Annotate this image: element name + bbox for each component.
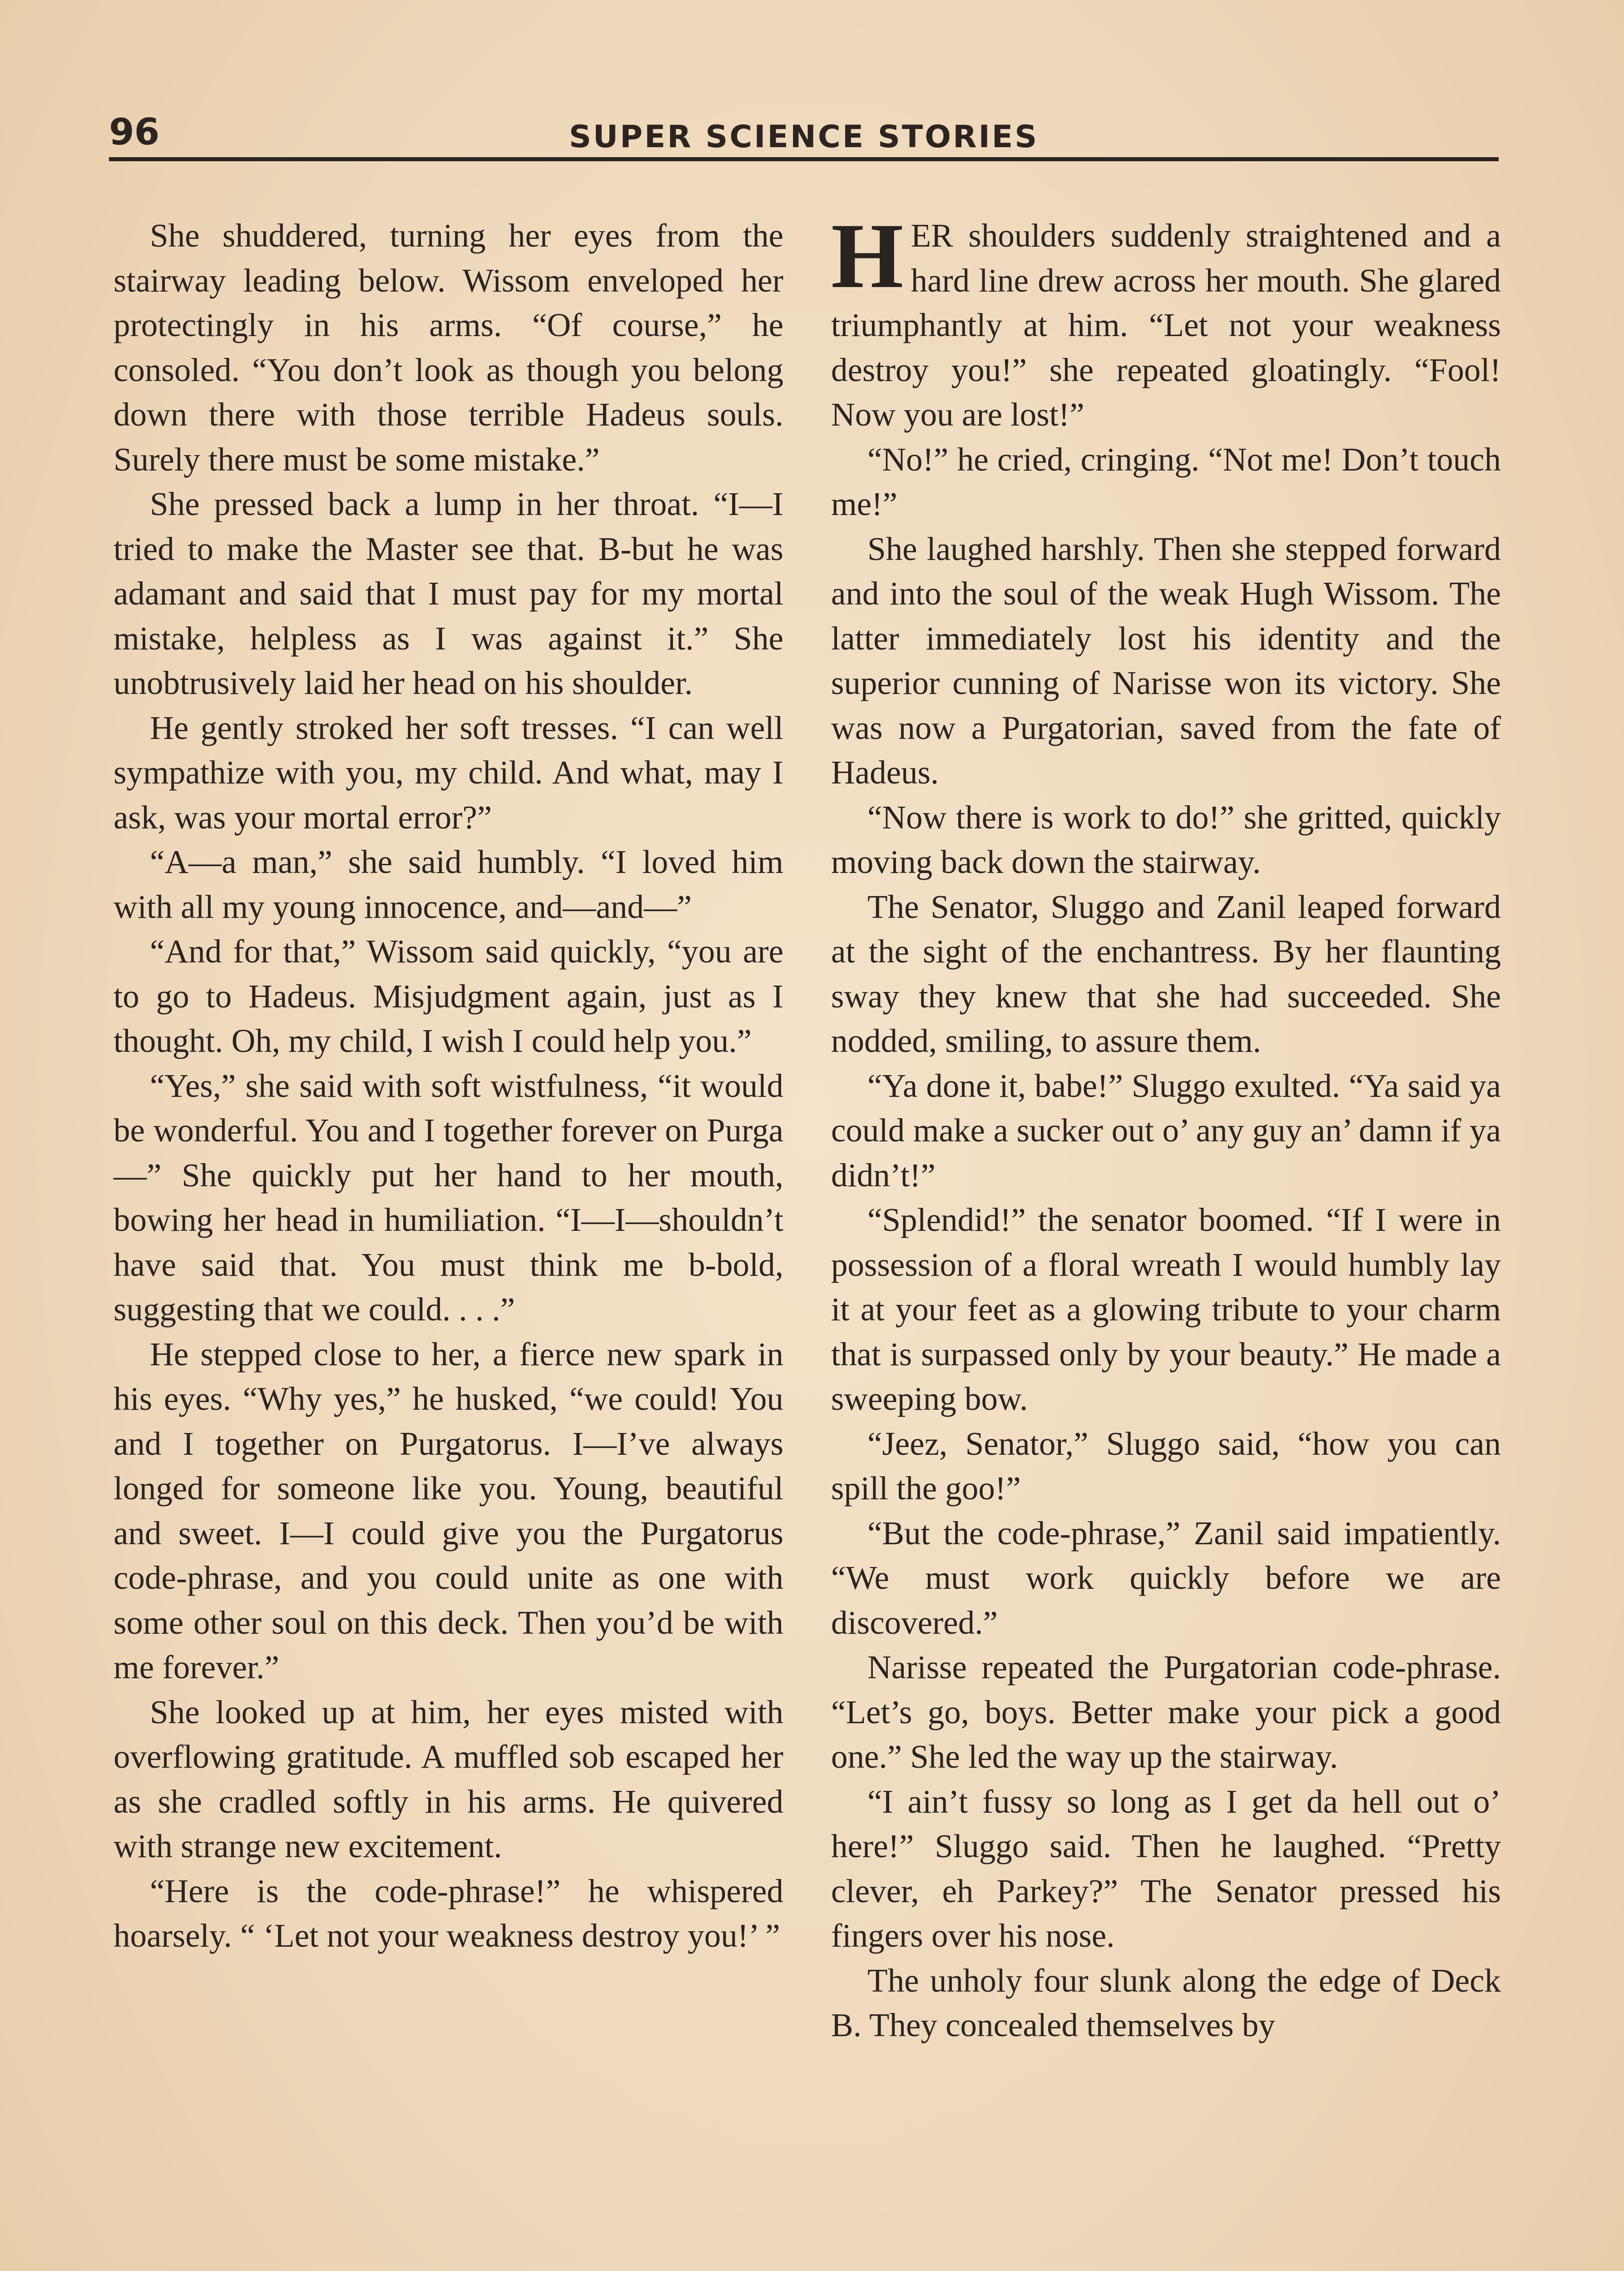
paragraph: “And for that,” Wissom said quickly, “you are to go to Hadeus. Misjudgment again, just as I thought. Oh, my child, I wish I could help you.”	[114, 933, 783, 1059]
paragraph: She laughed harshly. Then she stepped forward and into the soul of the weak Hugh Wissom. The latter immediately lost his identity and the superior cunning of Narisse won its victory. She was now a Purgatorian, saved from the fate of Hadeus.	[831, 530, 1501, 791]
paragraph: “No!” he cried, cringing. “Not me! Don’t touch me!”	[831, 441, 1501, 522]
paragraph: Narisse repeated the Purgatorian code-phrase. “Let’s go, boys. Better make your pick a good one.” She led the way up the stairway.	[831, 1649, 1501, 1775]
paragraph: She looked up at him, her eyes misted with overflowing gratitude. A muffled sob escaped her as she cradled softly in his arms. He quivered with strange new excitement.	[114, 1693, 783, 1864]
paragraph: He gently stroked her soft tresses. “I can well sympathize with you, my child. And what, may I ask, was your mortal error?”	[114, 709, 783, 836]
paragraph: “Now there is work to do!” she gritted, quickly moving back down the stairway.	[831, 798, 1501, 880]
header-rule	[109, 157, 1499, 161]
paragraph: The Senator, Sluggo and Zanil leaped forward at the sight of the enchantress. By her flaunting sway they knew that she had succeeded. She nodded, smiling, to assure them.	[831, 888, 1501, 1059]
paragraph: “Ya done it, babe!” Sluggo exulted. “Ya said ya could make a sucker out o’ any guy an’ damn if ya didn’t!”	[831, 1067, 1501, 1194]
paragraph: He stepped close to her, a fierce new spark in his eyes. “Why yes,” he husked, “we could! You and I together on Purgatorus. I—I’ve always longed for someone like you. Young, beautiful and sweet. I—I could give you the Purgatorus code-phrase, and you could unite as one with some other soul on this deck. Then you’d be with me forever.”	[114, 1335, 783, 1686]
right-column	[831, 204, 1501, 2048]
paragraph: “Jeez, Senator,” Sluggo said, “how you can spill the goo!”	[831, 1425, 1501, 1507]
paragraph: “A—a man,” she said humbly. “I loved him with all my young innocence, and—and—”	[114, 843, 783, 925]
running-head-title: SUPER SCIENCE STORIES	[569, 119, 1039, 155]
paragraph: “Splendid!” the senator boomed. “If I were in possession of a floral wreath I would humbly lay it at your feet as a glowing tribute to your charm that is surpassed only by your beauty.” He made a sweeping bow.	[831, 1201, 1501, 1417]
opening-paragraph	[831, 204, 1501, 437]
page-number: 96	[109, 111, 160, 153]
page-header	[109, 102, 1499, 161]
drop-cap: H	[831, 204, 904, 307]
paragraph: She pressed back a lump in her throat. “I—I tried to make the Master see that. B-but he was adamant and said that I must pay for my mortal mistake, helpless as I was against it.” She unobtrusively laid her head on his shoulder.	[114, 486, 783, 701]
paragraph: “Yes,” she said with soft wistfulness, “it would be wonderful. You and I together forever on Purga—” She quickly put her hand to her mouth, bowing her head in humiliation. “I—I—shouldn’t have said that. You must think me b-bold, suggesting that we could. . . .”	[114, 1067, 783, 1328]
paragraph: She shuddered, turning her eyes from the stairway leading below. Wissom enveloped her protectingly in his arms. “Of course,” he consoled. “You don’t look as though you belong down there with those terrible Hadeus souls. Surely there must be some mistake.”	[114, 217, 783, 478]
left-column	[114, 213, 783, 1959]
paragraph: The unholy four slunk along the edge of Deck B. They concealed themselves by	[831, 1962, 1501, 2043]
opening-paragraph-text: shoulders suddenly straightened and a hard line drew across her mouth. She glared triumphantly at him. “Let not your weakness destroy you!” she repeated gloatingly. “Fool! Now you are lost!”	[831, 217, 1501, 433]
drop-cap-continuation: ER	[911, 217, 953, 254]
paragraph: “I ain’t fussy so long as I get da hell out o’ here!” Sluggo said. Then he laughed. “Pretty clever, eh Parkey?” The Senator pressed his fingers over his nose.	[831, 1783, 1501, 1954]
paragraph: “Here is the code-phrase!” he whispered hoarsely. “ ‘Let not your weakness destroy you!’ ”	[114, 1872, 783, 1954]
paragraph: “But the code-phrase,” Zanil said impatiently. “We must work quickly before we are discovered.”	[831, 1514, 1501, 1641]
